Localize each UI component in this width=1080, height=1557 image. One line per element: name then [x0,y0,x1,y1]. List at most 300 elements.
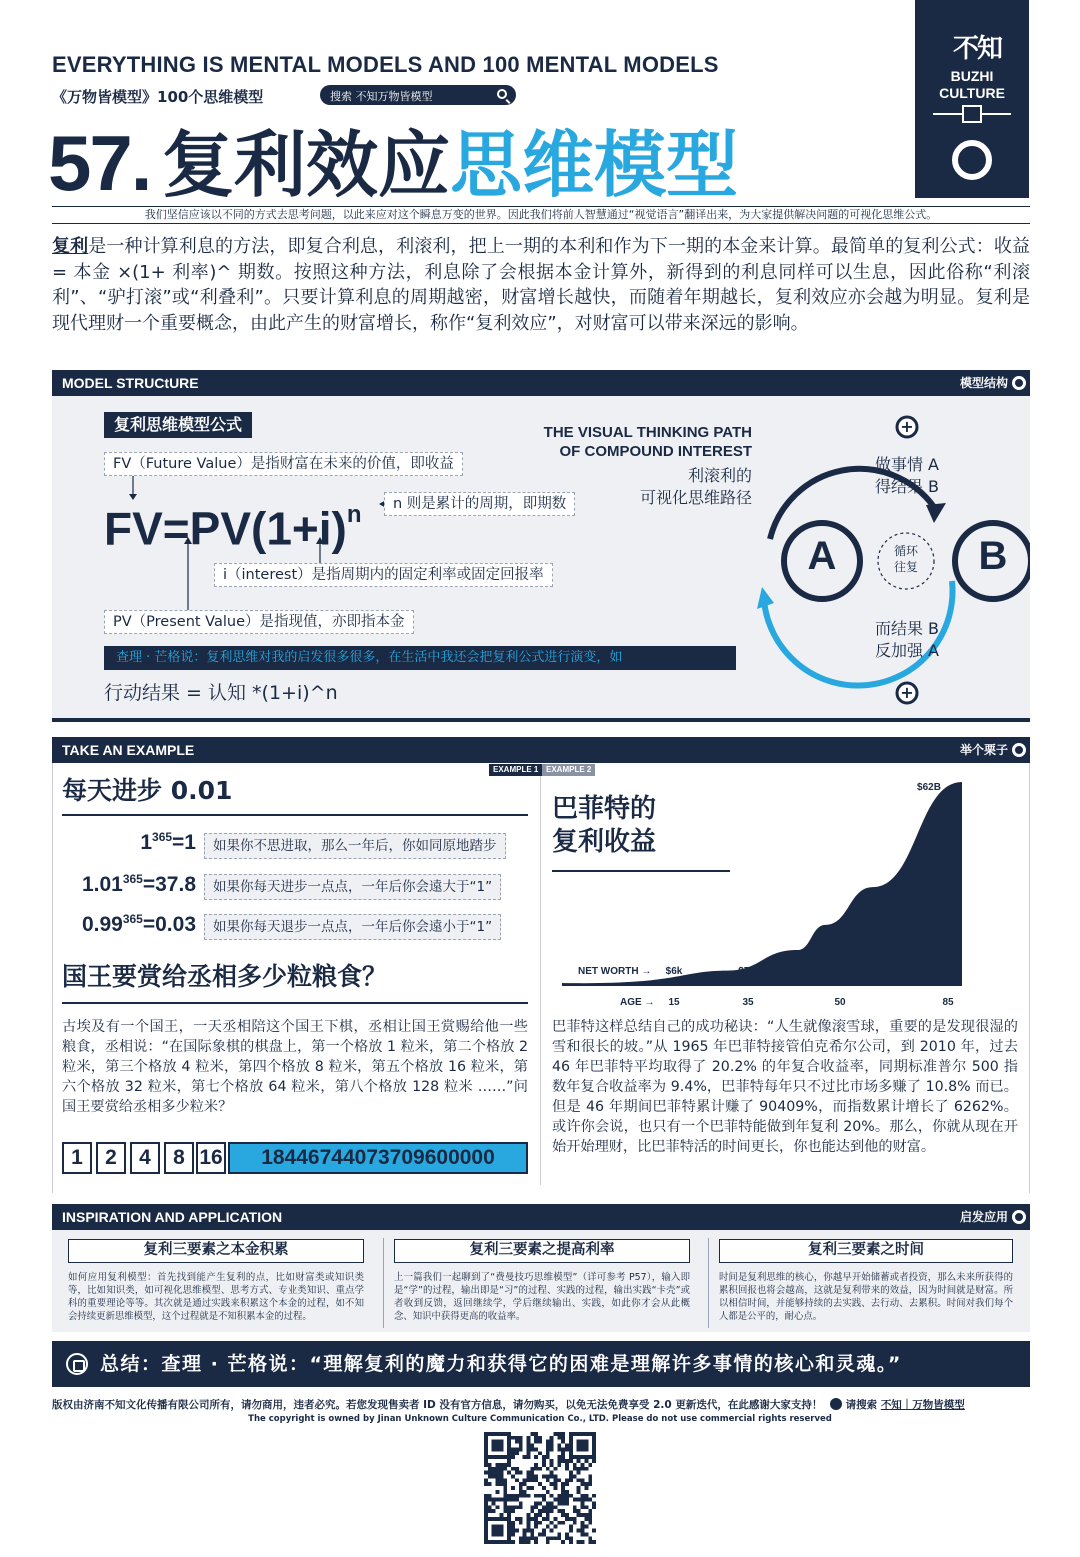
qr-module [542,1455,546,1459]
qr-module [526,1521,530,1525]
data-label: $67M [812,966,838,977]
qr-module [534,1467,538,1471]
qr-module [546,1490,550,1494]
i-note: i（interest）是指周期内的固定利率或固定回报率 [214,563,553,587]
qr-module [550,1502,554,1506]
qr-module [550,1436,554,1440]
daily-title: 每天进步 0.01 [62,776,233,805]
qr-module [526,1517,530,1521]
qr-module [538,1467,542,1471]
summary-quote [52,1341,1030,1387]
equation-row-1 [62,830,196,855]
quote-text: 总结：查理 · 芒格说：“理解复利的魔力和获得它的困难是理解许多事情的核心和灵魂。” [100,1353,902,1375]
qr-module [499,1513,503,1517]
center-line-1: 循环 [893,544,918,558]
qr-module [546,1502,550,1506]
logo-glyph: 不知 [953,34,1002,64]
qr-module [515,1494,519,1498]
qr-module [519,1486,523,1490]
qr-module [546,1513,550,1517]
qr-module [565,1478,569,1482]
qr-module [573,1467,577,1471]
qr-module [511,1532,515,1536]
qr-module [538,1509,542,1513]
qr-module [569,1478,573,1482]
eq-base: 1.01 [81,873,123,896]
grain-cell: 1 [62,1142,92,1174]
qr-module [557,1463,561,1467]
copyright-en: The copyright is owned by Jinan Unknown Culture Communication Co., LTD. Please do not use commercial rights reserved [248,1414,832,1424]
qr-module [561,1486,565,1490]
model-number: 57. [48,119,151,207]
qr-module [557,1494,561,1498]
qr-module [565,1459,569,1463]
qr-module [534,1517,538,1521]
qr-module [569,1517,573,1521]
qr-module [565,1490,569,1494]
qr-module [577,1540,581,1544]
n-note: n 则是累计的周期，即期数 [384,492,575,516]
qr-module [519,1436,523,1440]
qr-module [561,1459,565,1463]
qr-module [511,1521,515,1525]
inspiration-text-2: 上一篇我们一起聊到了“费曼技巧思维模型”（详可参考 P57），输入即是“学”的过程，输出即是“习”的过程、实践的过程，输出实践“卡壳”或者收到反馈，返回继续学，学后继续输出、实践，如此你才会从此概念、知识中获得更高的收益率。 [394,1272,690,1322]
qr-module [584,1486,588,1490]
munger-note: 查理 · 芒格说：复利思维对我的启发很多很多，在生活中我还会把复利公式进行演变，如 [104,646,736,670]
qr-module [534,1536,538,1540]
grain-cell: 8 [164,1142,194,1174]
qr-module [530,1532,534,1536]
king-title: 国王要赏给丞相多少粒粮食？ [62,962,388,991]
x-tick-label: 15 [668,997,680,1008]
qr-module [565,1536,569,1540]
qr-module [584,1482,588,1486]
section-header-model [52,370,1030,396]
qr-module [577,1513,581,1517]
title-dark-part: 复利效应 [162,123,451,207]
qr-module [530,1474,534,1478]
qr-module [592,1502,596,1506]
qr-module [503,1505,507,1509]
search-icon [830,1398,842,1410]
qr-module [561,1482,565,1486]
qr-module [561,1540,565,1544]
qr-module [519,1490,523,1494]
qr-module [530,1471,534,1475]
qr-module [526,1447,530,1451]
qr-module [588,1536,592,1540]
qr-module [488,1498,492,1502]
qr-module [550,1494,554,1498]
action-formula: 行动结果 = 认知 *(1+i)^n [104,682,338,704]
qr-module [569,1525,573,1529]
qr-module [519,1521,523,1525]
qr-module [515,1447,519,1451]
qr-module [557,1509,561,1513]
qr-module [496,1505,500,1509]
qr-module [565,1498,569,1502]
qr-module [542,1459,546,1463]
qr-module [557,1436,561,1440]
data-label: $376M [843,962,875,973]
qr-module [534,1440,538,1444]
qr-module [565,1467,569,1471]
qr-module [530,1478,534,1482]
qr-module [519,1505,523,1509]
bottom-line-1: 而结果 B [874,619,940,638]
qr-module [530,1444,534,1448]
qr-module [584,1494,588,1498]
qr-module [519,1482,523,1486]
qr-module [534,1432,538,1436]
qr-module [577,1509,581,1513]
grain-cell: 16 [196,1142,226,1174]
qr-module [577,1478,581,1482]
section-title: INSPIRATION AND APPLICATION [62,1209,283,1225]
qr-module [588,1517,592,1521]
intro-text: 是一种计算利息的方法，即复合利息，利滚利，把上一期的本利和作为下一期的本金来计算。最简单的复利公式：收益 = 本金 ×(1+ 利率)^ 期数。按照这种方法，利息除了会根据本金计算外，新得到的利息同样可以生息，因此俗称“利滚利”、“驴打滚”或“利叠利”。只要计算利息的周期越密，财富增长越快，而随着年期越长，复利效应亦会越为明显。复利是现代理财一个重要概念，由此产生的财富增长，称作“复利效应”，对财富可以带来深远的影响。 [52,236,1031,334]
inspiration-text-3: 时间是复利思维的核心，你越早开始储蓄或者投资，那么未来所获得的累积回报也将会越高，这就是复利带来的效益，因为时间就是财富。所以相信时间，并能够持续的去实践、去行动、去累积。时间对我们每个人都是公平的，耐心点。 [719,1272,1013,1322]
qr-module [581,1478,585,1482]
qr-module [511,1525,515,1529]
qr-module [557,1532,561,1536]
qr-module [561,1494,565,1498]
qr-module [561,1451,565,1455]
qr-module [554,1536,558,1540]
qr-module [588,1521,592,1525]
qr-module [588,1513,592,1517]
qr-module [523,1536,527,1540]
qr-module [492,1509,496,1513]
plus-icon-top: + [900,417,914,436]
qr-module [484,1498,488,1502]
formula-main: FV=PV(1+i) [104,502,347,555]
qr-module [588,1540,592,1544]
node-a: A [807,534,837,578]
qr-module [496,1478,500,1482]
x-tick-label: 35 [742,997,754,1008]
qr-module [534,1436,538,1440]
qr-module [581,1463,585,1467]
qr-module [511,1529,515,1533]
qr-module [554,1525,558,1529]
qr-module [515,1451,519,1455]
king-underline [62,1002,528,1004]
qr-module [557,1444,561,1448]
qr-module [584,1467,588,1471]
equation-note-1: 如果你不思进取，那么一年后，你如同原地踏步 [204,833,506,859]
bottom-line-2: 反加强 A [874,641,940,660]
copyright-text: 版权由济南不知文化传播有限公司所有，请勿商用，违者必究。若您发现售卖者 ID 没有官方信息，请勿购买，以免无法免费享受 2.0 更新迭代，在此感谢大家支持！ [52,1399,823,1411]
qr-module [499,1474,503,1478]
qr-module [546,1536,550,1540]
qr-module [565,1517,569,1521]
qr-module [577,1486,581,1490]
qr-module [523,1482,527,1486]
qr-module [550,1509,554,1513]
qr-module [550,1440,554,1444]
path-cn-line-1: 利滚利的 [687,466,752,485]
qr-module [511,1505,515,1509]
top-line-1: 做事情 A [874,455,940,474]
qr-module [569,1536,573,1540]
qr-module [526,1444,530,1448]
qr-module [488,1482,492,1486]
qr-module [523,1494,527,1498]
qr-module [530,1467,534,1471]
qr-module [554,1486,558,1490]
qr-module [561,1447,565,1451]
qr-module [581,1467,585,1471]
circle-icon [1012,1210,1026,1224]
qr-module [503,1478,507,1482]
qr-module [488,1505,492,1509]
qr-module [546,1509,550,1513]
qr-module [526,1455,530,1459]
net-worth-area [562,782,962,985]
qr-module [530,1486,534,1490]
qr-module [565,1502,569,1506]
qr-module [557,1521,561,1525]
pv-note: PV（Present Value）是指现值，亦即指本金 [104,610,414,634]
data-label: $62B [917,782,941,793]
qr-module [573,1498,577,1502]
qr-module [511,1467,515,1471]
keyword: 复利 [52,236,89,257]
qr-module [499,1471,503,1475]
qr-module [542,1532,546,1536]
qr-module [581,1502,585,1506]
qr-module [538,1482,542,1486]
qr-module [584,1498,588,1502]
qr-module [526,1529,530,1533]
qr-module [484,1513,488,1517]
qr-module [507,1513,511,1517]
qr-module [573,1505,577,1509]
equation-row-3 [62,912,196,937]
qr-module [538,1451,542,1455]
qr-module [534,1521,538,1525]
qr-module [569,1540,573,1544]
qr-module [511,1436,515,1440]
eq-result: =0.03 [142,913,196,936]
fv-formula [104,494,362,555]
qr-module [577,1467,581,1471]
qr-module [526,1513,530,1517]
qr-module [523,1455,527,1459]
qr-module [484,1502,488,1506]
circle-icon [1012,743,1026,757]
qr-module [519,1440,523,1444]
qr-module [557,1459,561,1463]
example-2-tag: EXAMPLE 2 [542,764,595,776]
qr-module [577,1459,581,1463]
qr-module [496,1482,500,1486]
inspiration-title-2: 复利三要素之提高利率 [394,1239,690,1263]
qr-module [511,1486,515,1490]
qr-module [584,1517,588,1521]
qr-module [503,1490,507,1494]
eq-result: =1 [172,831,196,854]
qr-code[interactable] [484,1432,596,1544]
qr-module [557,1432,561,1436]
qr-module [523,1532,527,1536]
qr-module [519,1471,523,1475]
qr-module [515,1498,519,1502]
qr-module [588,1463,592,1467]
qr-module [511,1498,515,1502]
qr-module [569,1494,573,1498]
qr-module [507,1471,511,1475]
path-cn-line-2: 可视化思维路径 [639,488,752,507]
qr-module [588,1474,592,1478]
qr-module [484,1471,488,1475]
qr-module [503,1482,507,1486]
intro-statement: 我们坚信应该以不同的方式去思考问题，以此来应对这个瞬息万变的世界。因此我们将前人智慧通过“视觉语言”翻译出来，为大家提供解决问题的可视化思维公式。 [52,206,1030,224]
qr-module [542,1529,546,1533]
qr-module [526,1525,530,1529]
qr-module [542,1486,546,1490]
qr-module [538,1532,542,1536]
qr-module [511,1474,515,1478]
qr-module [584,1532,588,1536]
qr-module [515,1529,519,1533]
qr-module [519,1444,523,1448]
qr-module [492,1474,496,1478]
inspiration-title-3: 复利三要素之时间 [719,1239,1013,1263]
qr-module [581,1498,585,1502]
qr-module [515,1517,519,1521]
grain-cell: 4 [130,1142,160,1174]
qr-module [584,1459,588,1463]
qr-module [542,1463,546,1467]
qr-module [554,1467,558,1471]
qr-module [503,1502,507,1506]
qr-module [488,1474,492,1478]
qr-module [565,1482,569,1486]
qr-module [511,1509,515,1513]
qr-module [519,1540,523,1544]
qr-module [519,1447,523,1451]
qr-module [519,1517,523,1521]
qr-module [561,1498,565,1502]
search-pill[interactable] [320,85,516,105]
center-line-2: 往复 [893,560,918,574]
qr-module [561,1440,565,1444]
qr-module [561,1521,565,1525]
qr-module [519,1536,523,1540]
qr-module [546,1467,550,1471]
model-structure-panel [52,396,1030,722]
col-divider [383,1238,384,1328]
qr-module [581,1532,585,1536]
qr-module [554,1482,558,1486]
qr-module [503,1463,507,1467]
qr-module [492,1498,496,1502]
qr-module [499,1463,503,1467]
qr-module [588,1498,592,1502]
qr-module [484,1482,488,1486]
qr-module [565,1513,569,1517]
logo-mark-icon [962,105,982,123]
qr-module [554,1505,558,1509]
loop-bottom-label [852,618,962,662]
path-title-en [472,423,752,461]
qr-module [557,1536,561,1540]
qr-module [554,1517,558,1521]
qr-module [526,1440,530,1444]
qr-module [519,1502,523,1506]
qr-module [534,1540,538,1544]
grain-cell: 2 [96,1142,126,1174]
qr-module [542,1498,546,1502]
qr-module [488,1509,492,1513]
path-en-line-1: THE VISUAL THINKING PATH [543,424,752,441]
qr-module [577,1498,581,1502]
qr-module [538,1494,542,1498]
qr-module [542,1494,546,1498]
x-tick-label: 50 [834,997,846,1008]
qr-module [526,1474,530,1478]
qr-module [538,1513,542,1517]
qr-module [573,1463,577,1467]
qr-module [534,1525,538,1529]
qr-module [507,1459,511,1463]
equation-note-3: 如果你每天退步一点点，一年后你会遠小于“1” [204,914,501,940]
qr-module [496,1467,500,1471]
qr-module [484,1505,488,1509]
qr-module [492,1467,496,1471]
qr-module [538,1502,542,1506]
qr-module [592,1494,596,1498]
qr-module [503,1486,507,1490]
search-label: 请搜索 [845,1399,878,1411]
qr-module [526,1471,530,1475]
qr-module [569,1529,573,1533]
qr-module [577,1471,581,1475]
qr-module [573,1517,577,1521]
fv-note: FV（Future Value）是指财富在未来的价值，即收益 [104,452,463,476]
qr-module [546,1440,550,1444]
qr-module [534,1455,538,1459]
col-divider [708,1238,709,1328]
qr-module [542,1474,546,1478]
qr-module [561,1490,565,1494]
search-icon [497,89,507,99]
qr-module [546,1478,550,1482]
qr-module [530,1509,534,1513]
search-term-link[interactable]: 不知｜万物皆模型 [880,1399,965,1411]
qr-module [554,1432,558,1436]
qr-module [534,1505,538,1509]
qr-module [507,1505,511,1509]
qr-module [530,1517,534,1521]
qr-module [503,1467,507,1471]
qr-module [503,1498,507,1502]
qr-module [523,1529,527,1533]
qr-module [561,1455,565,1459]
qr-module [523,1478,527,1482]
qr-module [542,1509,546,1513]
formula-tag: 复利思维模型公式 [104,412,252,438]
qr-module [546,1474,550,1478]
qr-module [557,1502,561,1506]
qr-module [492,1502,496,1506]
buffett-title-line-2: 复利收益 [552,827,657,857]
qr-module [515,1478,519,1482]
qr-module [557,1478,561,1482]
qr-module [573,1521,577,1525]
